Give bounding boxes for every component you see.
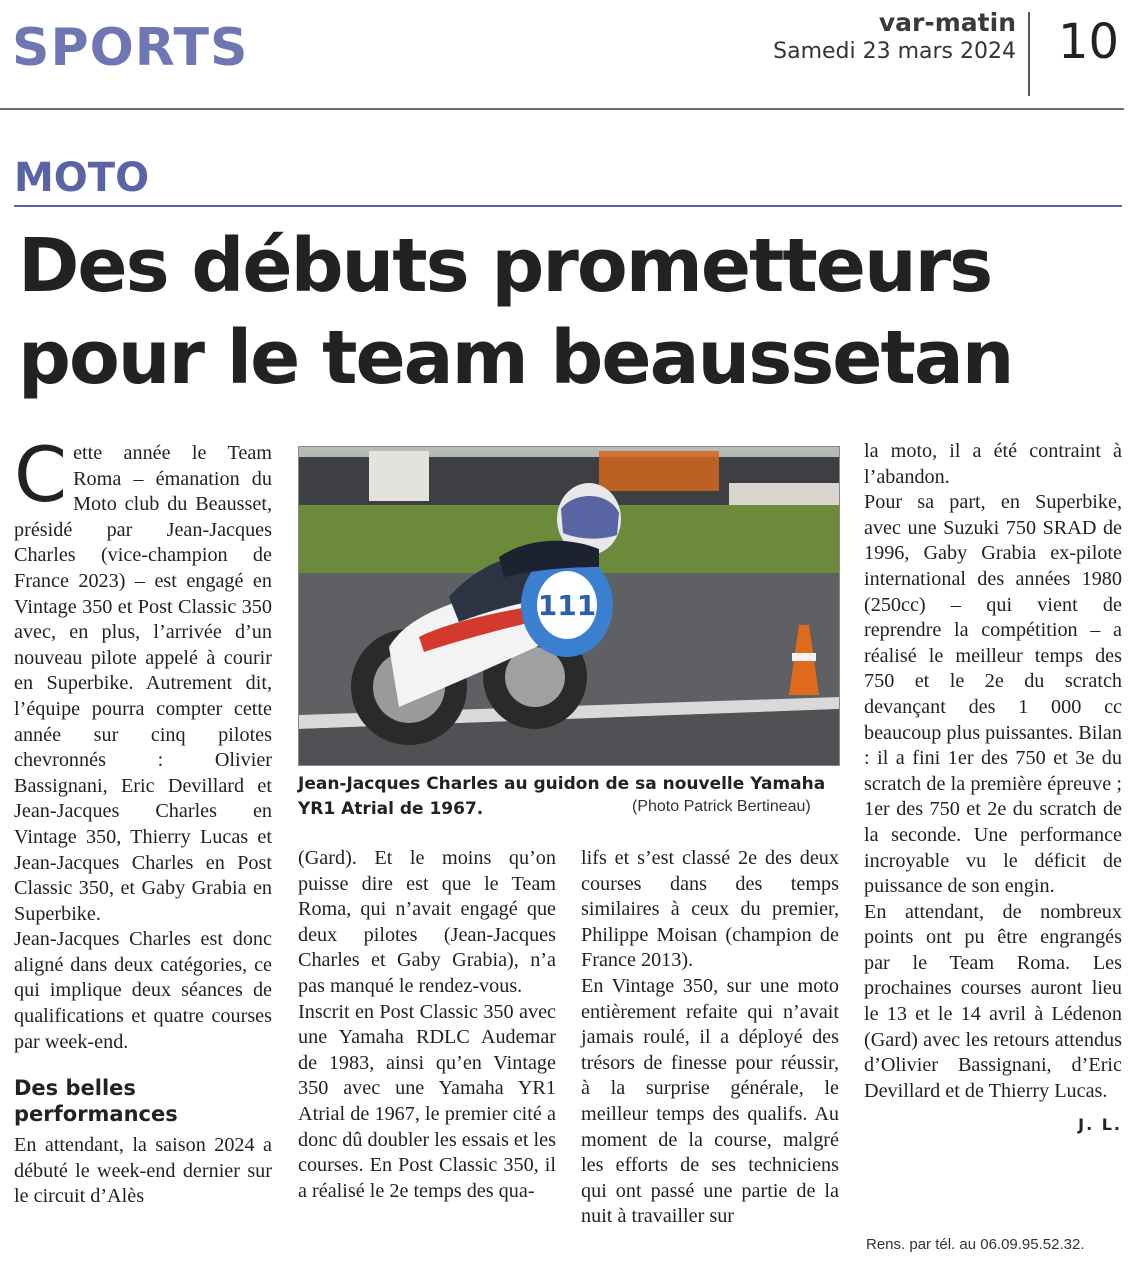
header-rule: [0, 108, 1124, 110]
paragraph: En Vintage 350, sur une moto entièrement refaite qui n’avait jamais roulé, il a déployé des trésors de finesse pour réussir, à la surprise générale, le meilleur temps des qualifs. Au moment de la course, malgré les efforts de ses techniciens qui ont passé une partie de la nuit à travailler sur: [581, 974, 839, 1228]
paragraph: ette année le Team Roma – émanation du Moto club du Beausset, présidé par Jean-Jacques Charles (vice-champion de France 2023) – est engagé en Vintage 350 et Post Classic 350 avec, en plus, l’arrivée d’un nouveau pilote appelé à courir en Superbike. Autrement dit, l’équipe pourra compter cette année sur cinq pilotes chevronnés : Olivier Bassignani, Eric Devillard et Jean-Jacques Charles en Vintage 350, Thierry Lucas et Jean-Jacques Charles en Post Classic 350, et Gaby Grabia en Superbike.: [14, 442, 272, 925]
headline-line-2: pour le team beaussetan: [18, 315, 1013, 401]
paragraph: En attendant, la saison 2024 a débuté le week-end dernier sur le circuit d’Alès: [14, 1134, 272, 1208]
photo-caption: Jean-Jacques Charles au guidon de sa nouvelle Yamaha YR1 Atrial de 1967.: [298, 774, 826, 819]
article-column-1: [14, 430, 272, 1210]
author-signature: J. L.: [1078, 1115, 1122, 1135]
headline: [18, 220, 1128, 404]
header-divider: [1028, 12, 1030, 96]
article-column-3: [581, 846, 839, 1230]
subheading: [14, 1075, 272, 1127]
page-number: 10: [1058, 14, 1120, 70]
paragraph: (Gard). Et le moins qu’on puisse dire est que le Team Roma, qui n’avait engagé que deux pilotes (Jean-Jacques Charles et Gaby Grabia), n’a pas manqué le rendez-vous.: [298, 847, 556, 997]
issue-date: Samedi 23 mars 2024: [773, 39, 1016, 64]
paragraph: lifs et s’est classé 2e des deux courses dans des temps similaires à ceux du premier, Philippe Moisan (champion de France 2013).: [581, 847, 839, 972]
motorcycle-racer-illustration: [299, 447, 839, 765]
article-column-2: [298, 846, 556, 1204]
subheading-line-2: performances: [14, 1102, 178, 1127]
category-rule: [14, 205, 1122, 207]
paragraph: Pour sa part, en Superbike, avec une Suzuki 750 SRAD de 1996, Gaby Grabia ex-pilote international des années 1980 (250cc) – qui vient de reprendre la compétition – a réalisé le meilleur temps des 750 et le 2e du scratch devançant des 1 000 cc beaucoup plus puissantes. Bilan : il a fini 1er des 750 et 3e du scratch de la première épreuve ; 1er des 750 et 2e du scratch de la seconde. Une performance incroyable vu le déficit de puissance de son engin.: [864, 491, 1122, 898]
article-category: MOTO: [14, 155, 150, 201]
subheading-line-1: Des belles: [14, 1076, 136, 1101]
headline-line-1: Des débuts prometteurs: [18, 223, 992, 309]
race-number: 111: [537, 589, 597, 622]
paper-name: var-matin: [878, 8, 1016, 37]
masthead: [773, 8, 1016, 64]
drop-cap: C: [14, 430, 68, 519]
article-column-4: [864, 439, 1122, 1138]
contact-info: Rens. par tél. au 06.09.95.52.32.: [866, 1236, 1085, 1253]
paragraph: En attendant, de nombreux points ont pu être engrangés par le Team Roma. Les prochaines courses auront lieu le 13 et le 14 avril à Lédenon (Gard) avec les retours attendus d’Olivier Bassignani, d’Eric Devillard et de Thierry Lucas.: [864, 900, 1122, 1102]
paragraph: Inscrit en Post Classic 350 avec une Yamaha RDLC Audemar de 1983, ainsi qu’en Vintage 350 avec une Yamaha YR1 Atrial de 1967, le premier cité a donc dû doubler les essais et les courses. En Post Classic 350, il a réalisé le 2e temps des qua-: [298, 1000, 556, 1202]
photo-credit: (Photo Patrick Bertineau): [632, 798, 811, 815]
paragraph: Jean-Jacques Charles est donc aligné dans deux catégories, ce qui implique deux séances de qualifications et quatre courses par week-end.: [14, 928, 272, 1053]
paragraph: la moto, il a été contraint à l’abandon.: [864, 440, 1122, 488]
article-photo: [298, 446, 840, 766]
section-title: SPORTS: [12, 18, 249, 78]
